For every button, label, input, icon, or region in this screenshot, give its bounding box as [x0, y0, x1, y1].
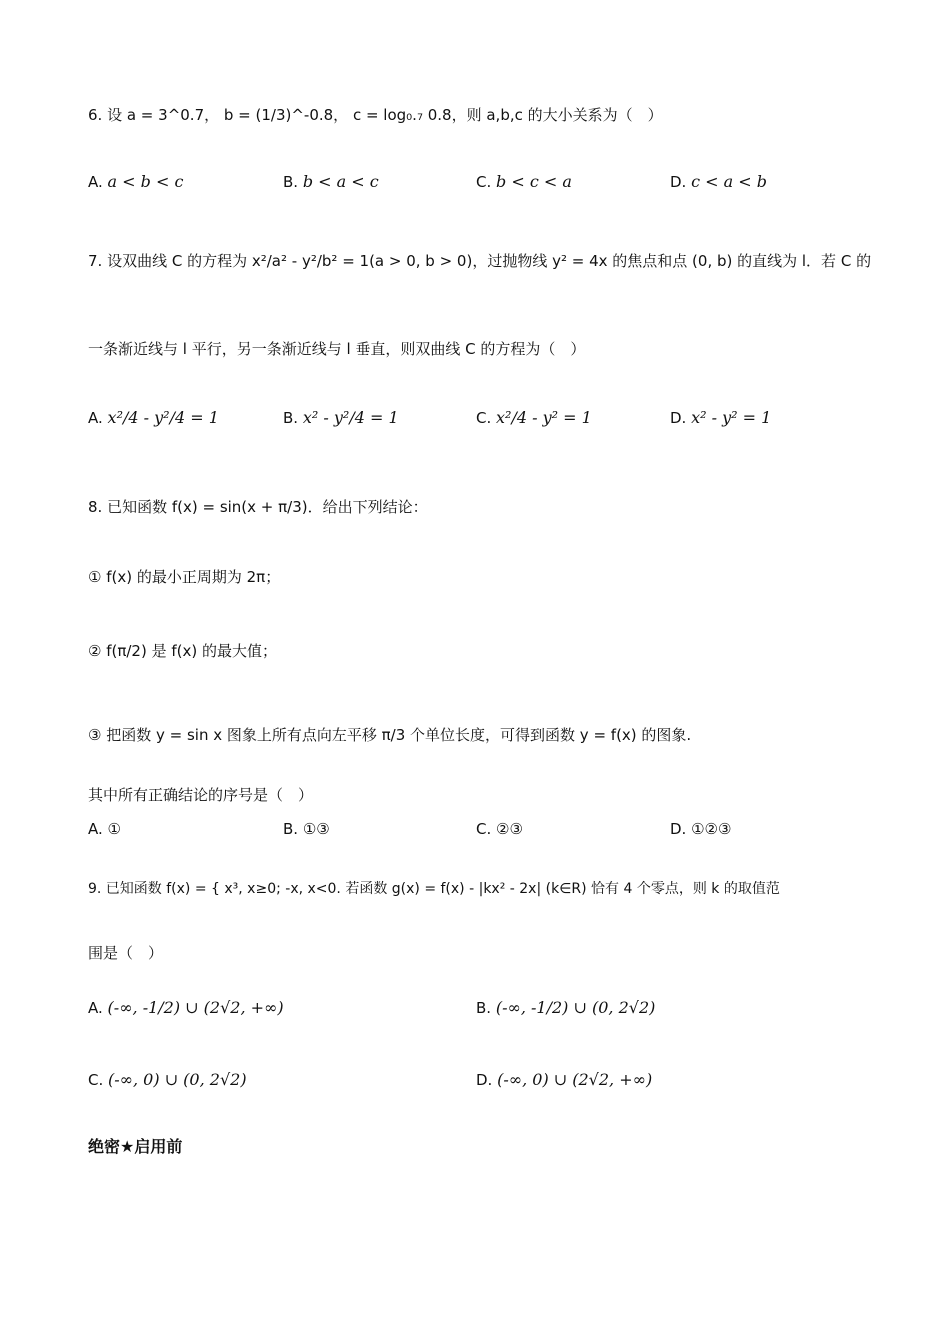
q7-option-a: A. x²/4 - y²/4 = 1	[88, 408, 219, 427]
q8-option-a: A. ①	[88, 820, 121, 838]
q9-stem-line1: 9. 已知函数 f(x) = { x³, x≥0; -x, x<0. 若函数 g(x) = f(x) - |kx² - 2x| (k∈R) 恰有 4 个零点，则 k 的取值范	[88, 881, 780, 897]
q9-stem-line2: 围是（ ）	[88, 944, 164, 962]
q7-stem-line1: 7. 设双曲线 C 的方程为 x²/a² - y²/b² = 1(a > 0, b > 0)，过抛物线 y² = 4x 的焦点和点 (0, b) 的直线为 l．若 C 的	[88, 252, 872, 270]
q8-item-3: ③ 把函数 y = sin x 图象上所有点向左平移 π/3 个单位长度，可得到函数 y = f(x) 的图象.	[88, 726, 692, 744]
q8-item-2: ② f(π/2) 是 f(x) 的最大值；	[88, 642, 277, 660]
q7-option-d: D. x² - y² = 1	[670, 408, 772, 427]
q6-option-a: A. a < b < c	[88, 172, 184, 191]
q6-option-d: D. c < a < b	[670, 172, 768, 191]
q8-ask: 其中所有正确结论的序号是（ ）	[88, 786, 314, 804]
q8-item-1: ① f(x) 的最小正周期为 2π；	[88, 568, 281, 586]
q6-stem: 6. 设 a = 3^0.7， b = (1/3)^-0.8， c = log₀.₇ 0.8，则 a,b,c 的大小关系为（ ）	[88, 106, 663, 124]
q8-stem: 8. 已知函数 f(x) = sin(x + π/3)．给出下列结论：	[88, 498, 428, 516]
confidential-footer: 绝密★启用前	[88, 1137, 183, 1156]
q7-option-b: B. x² - y²/4 = 1	[283, 408, 399, 427]
q7-option-c: C. x²/4 - y² = 1	[476, 408, 592, 427]
q9-option-c: C. (-∞, 0) ∪ (0, 2√2)	[88, 1070, 247, 1089]
q8-option-c: C. ②③	[476, 820, 523, 838]
q9-option-d: D. (-∞, 0) ∪ (2√2, +∞)	[476, 1070, 653, 1089]
q7-stem-line2: 一条渐近线与 l 平行，另一条渐近线与 l 垂直，则双曲线 C 的方程为（ ）	[88, 340, 586, 358]
q8-option-b: B. ①③	[283, 820, 330, 838]
q6-option-b: B. b < a < c	[283, 172, 379, 191]
q9-option-b: B. (-∞, -1/2) ∪ (0, 2√2)	[476, 998, 656, 1017]
q6-option-c: C. b < c < a	[476, 172, 572, 191]
q9-option-a: A. (-∞, -1/2) ∪ (2√2, +∞)	[88, 998, 284, 1017]
q8-option-d: D. ①②③	[670, 820, 732, 838]
